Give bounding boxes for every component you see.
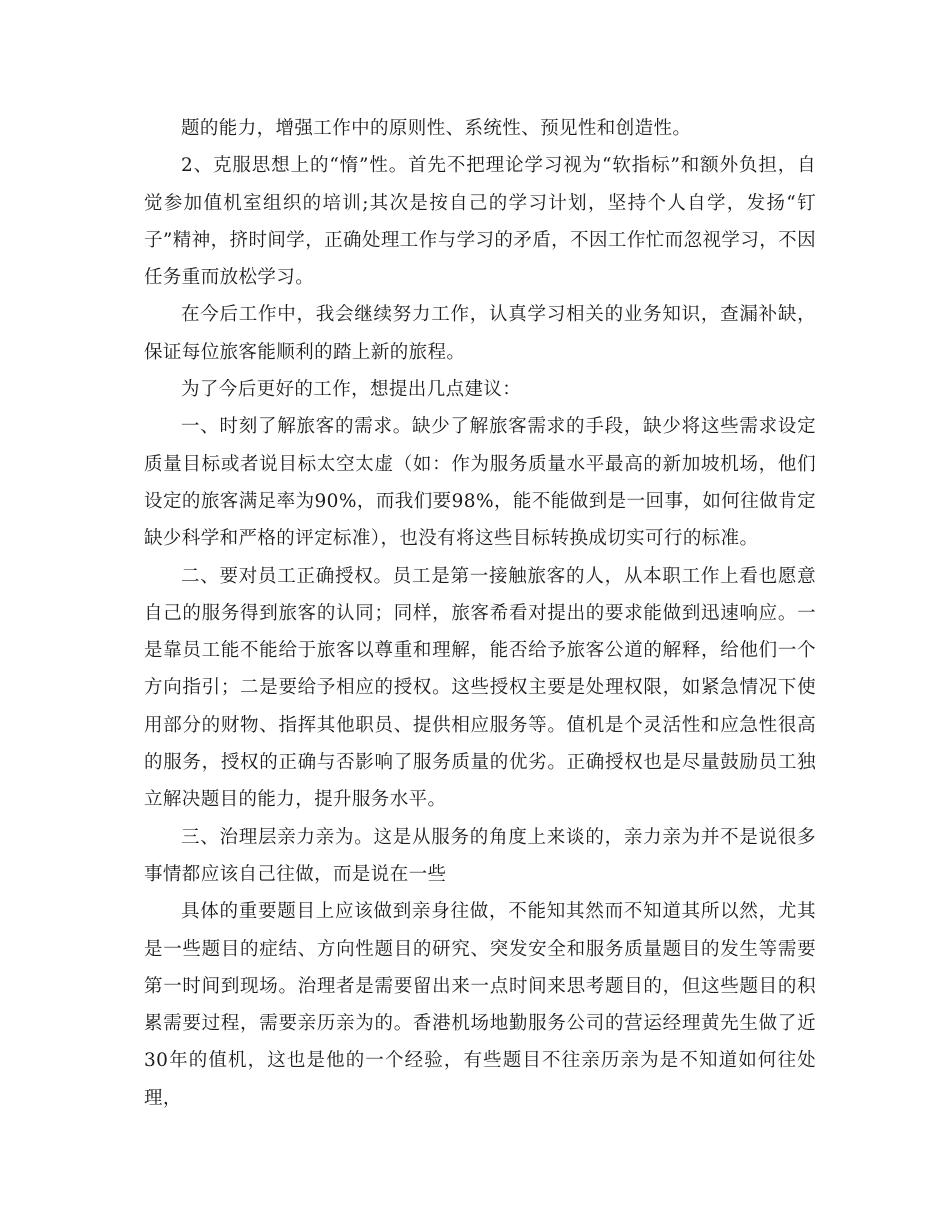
paragraph-7: 三、治理层亲力亲为。这是从服务的角度上来谈的，亲力亲为并不是说很多事情都应该自己往做，而是说在一些 — [144, 826, 816, 885]
paragraph-8: 具体的重要题目上应该做到亲身往做，不能知其然而不知道其所以然，尤其是一些题目的症结、方向性题目的研究、突发安全和服务质量题目的发生等需要第一时间到现场。治理者是需要留出来一点时间来思考题目的，但这些题目的积累需要过程，需要亲历亲为的。香港机场地勤服务公司的营运经理黄先生做了近30年的值机，这也是他的一个经验，有些题目不往亲历亲为是不知道如何往处理， — [144, 901, 816, 1109]
paragraph-1: 题的能力，增强工作中的原则性、系统性、预见性和创造性。 — [181, 118, 692, 139]
document-body — [144, 110, 816, 1117]
paragraph-3: 在今后工作中，我会继续努力工作，认真学习相关的业务知识，查漏补缺，保证每位旅客能顺利的踏上新的旅程。 — [144, 304, 816, 363]
paragraph-5: 一、时刻了解旅客的需求。缺少了解旅客需求的手段，缺少将这些需求设定质量目标或者说目标太空太虚（如：作为服务质量水平最高的新加坡机场，他们设定的旅客满足率为90%，而我们要98%，能不能做到是一回事，如何往做肯定缺少科学和严格的评定标准），也没有将这些目标转换成切实可行的标准。 — [144, 416, 816, 550]
paragraph-2: 2、克服思想上的“惰”性。首先不把理论学习视为“软指标”和额外负担，自觉参加值机室组织的培训;其次是按自己的学习计划，坚持个人自学，发扬“钉子”精神，挤时间学，正确处理工作与学习的矛盾，不因工作忙而忽视学习，不因任务重而放松学习。 — [144, 155, 816, 289]
paragraph-4: 为了今后更好的工作，想提出几点建议： — [181, 379, 522, 401]
paragraph-6: 二、要对员工正确授权。员工是第一接触旅客的人，从本职工作上看也愿意自己的服务得到旅客的认同；同样，旅客希看对提出的要求能做到迅速响应。一是靠员工能不能给于旅客以尊重和理解，能否给予旅客公道的解释，给他们一个方向指引；二是要给予相应的授权。这些授权主要是处理权限，如紧急情况下使用部分的财物、指挥其他职员、提供相应服务等。值机是个灵活性和应急性很高的服务，授权的正确与否影响了服务质量的优劣。正确授权也是尽量鼓励员工独立解决题目的能力，提升服务水平。 — [144, 565, 816, 811]
